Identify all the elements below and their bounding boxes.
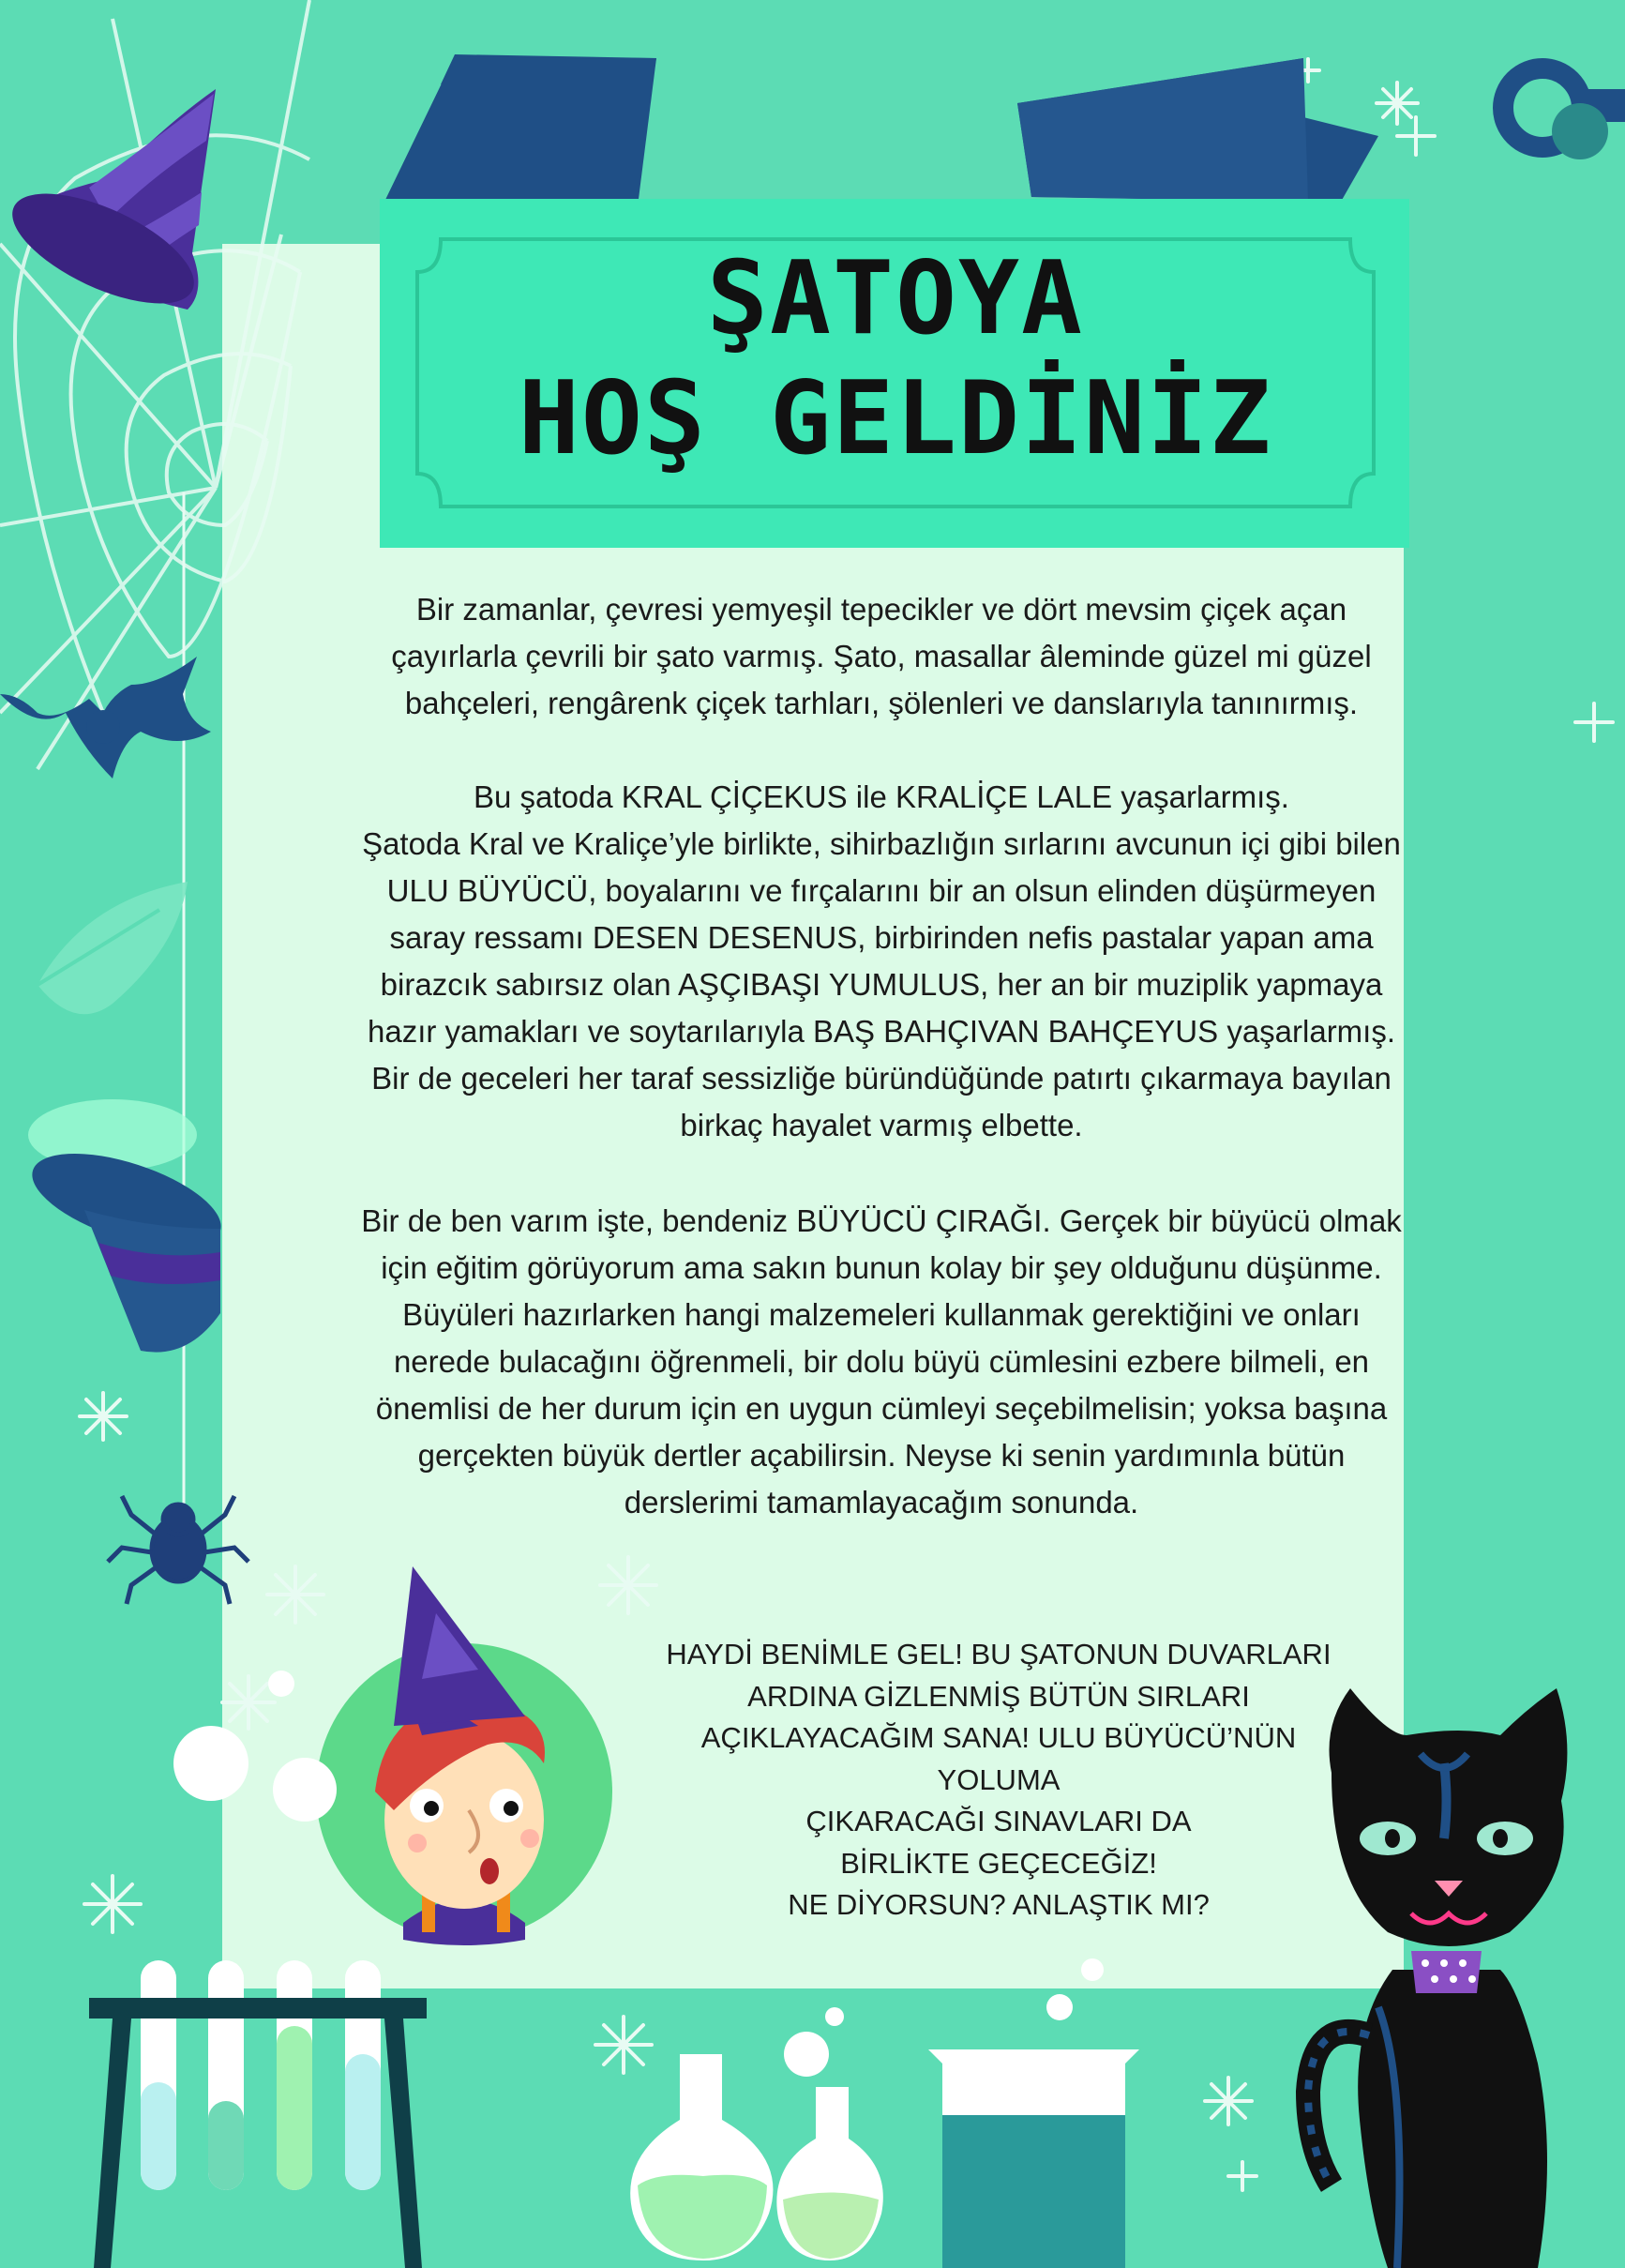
- callout-line: BİRLİKTE GEÇECEĞİZ!: [840, 1846, 1157, 1880]
- paragraph-characters: [309, 774, 1453, 1149]
- paragraph-intro: [309, 586, 1453, 727]
- callout-line: ARDINA GİZLENMİŞ BÜTÜN SIRLARI: [747, 1679, 1250, 1713]
- paragraph-apprentice: [309, 1198, 1453, 1526]
- spider-web-icon: [0, 0, 309, 769]
- spider-icon: [108, 1496, 248, 1604]
- page-title: [380, 239, 1411, 479]
- text-line: Bir de ben varım işte, bendeniz BÜYÜCÜ ÇIRAĞI. Gerçek bir büyücü olmak: [361, 1203, 1402, 1238]
- beaker-icon: [928, 2049, 1139, 2268]
- callout-line: HAYDİ BENİMLE GEL! BU ŞATONUN DUVARLARI: [666, 1638, 1332, 1671]
- key-icon: [1503, 68, 1625, 159]
- text-line: Bu şatoda KRAL ÇİÇEKUS ile KRALİÇE LALE yaşarlarmış.: [474, 779, 1289, 814]
- ribbon: [384, 54, 1378, 206]
- text-line: Şatoda Kral ve Kraliçe’yle birlikte, sihirbazlığın sırlarını avcunun içi gibi bilen: [362, 826, 1401, 861]
- title-line-2: HOŞ GELDİNİZ: [518, 360, 1273, 477]
- bat-icon: [0, 657, 211, 779]
- text-line: birazcık sabırsız olan AŞÇIBAŞI YUMULUS, her an bir muziplik yapmaya: [380, 967, 1383, 1002]
- callout-line: ÇIKARACAĞI SINAVLARI DA: [805, 1805, 1192, 1837]
- callout-line: AÇIKLAYACAĞIM SANA! ULU BÜYÜCÜ’NÜN: [700, 1721, 1297, 1754]
- top-hat-icon: [22, 1099, 232, 1353]
- text-line: gerçekten büyük dertler açabilirsin. Neyse ki senin yardımınla bütün: [417, 1438, 1346, 1473]
- callout-line: NE DİYORSUN? ANLAŞTIK MI?: [788, 1888, 1210, 1921]
- boy-avatar: [316, 1566, 612, 1945]
- text-line: hazır yamakları ve soytarılarıyla BAŞ BAHÇIVAN BAHÇEYUS yaşarlarmış.: [367, 1014, 1396, 1049]
- text-line: Büyüleri hazırlarken hangi malzemeleri kullanmak gerektiğini ve onları: [402, 1297, 1361, 1332]
- feather-icon: [38, 882, 188, 1014]
- text-line: ULU BÜYÜCÜ, boyalarını ve fırçalarını bir an olsun elinden düşürmeyen: [386, 873, 1377, 908]
- text-line: önemlisi de her durum için en uygun cümleyi seçebilmelisin; yoksa başına: [375, 1391, 1388, 1426]
- witch-hat-icon: [0, 89, 216, 325]
- text-line: Bir zamanlar, çevresi yemyeşil tepecikler ve dört mevsim çiçek açan: [415, 592, 1347, 627]
- text-line: çayırlarla çevrili bir şato varmış. Şato, masallar âleminde güzel mi güzel: [391, 639, 1372, 673]
- text-line: Bir de geceleri her taraf sessizliğe büründüğünde patırtı çıkarmaya bayılan: [371, 1061, 1392, 1096]
- test-tubes-icon: [89, 1960, 427, 2268]
- text-line: nerede bulacağını öğrenmeli, bir dolu büyü cümlesini ezbere bilmeli, en: [393, 1344, 1370, 1379]
- text-line: için eğitim görüyorum ama sakın bunun kolay bir şey olduğunu düşünme.: [381, 1250, 1382, 1285]
- callout-line: YOLUMA: [937, 1762, 1061, 1796]
- callout-text: [600, 1634, 1397, 1927]
- title-line-1: ŞATOYA: [706, 240, 1085, 357]
- text-line: saray ressamı DESEN DESENUS, birbirinden nefis pastalar yapan ama: [389, 920, 1374, 955]
- flasks-icon: [630, 2054, 883, 2260]
- text-line: birkaç hayalet varmış elbette.: [680, 1108, 1083, 1142]
- text-line: derslerimi tamamlayacağım sonunda.: [624, 1485, 1139, 1520]
- text-line: bahçeleri, rengârenk çiçek tarhları, şölenleri ve danslarıyla tanınırmış.: [404, 686, 1359, 720]
